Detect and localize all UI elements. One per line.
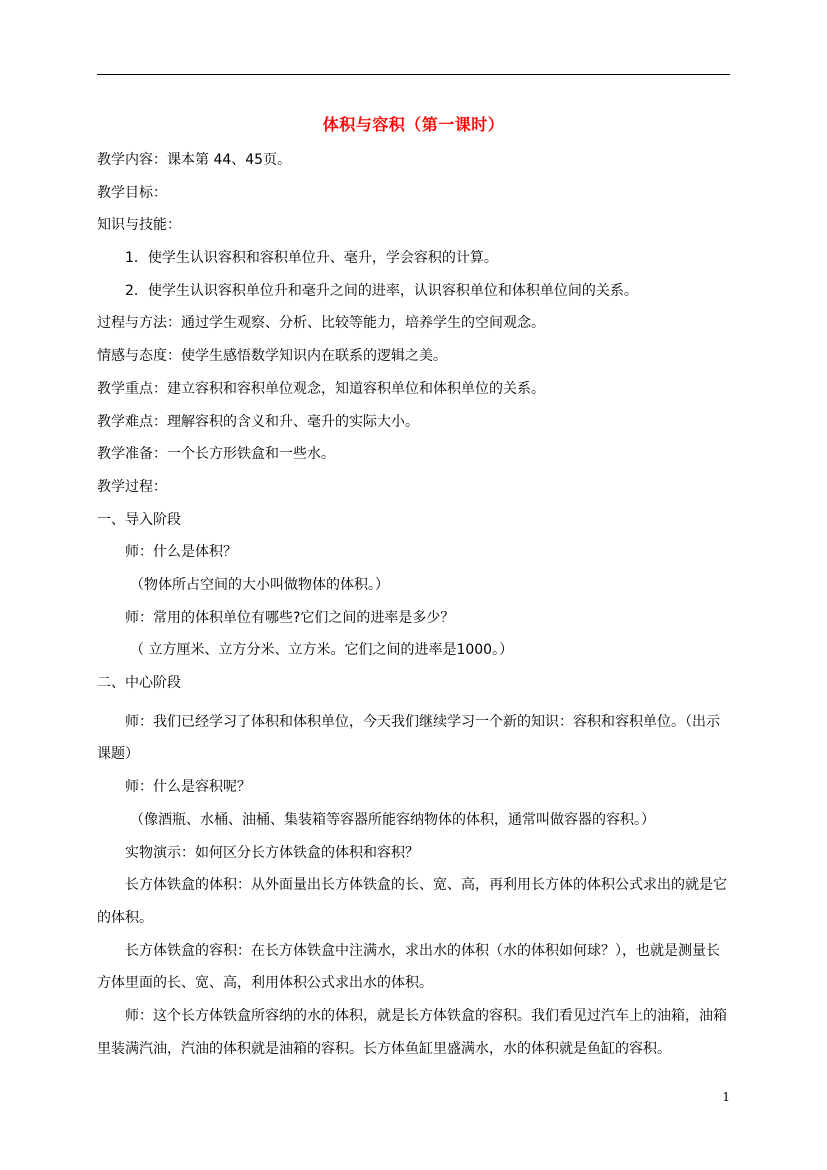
paragraph-intro: 师：我们已经学习了体积和体积单位，今天我们继续学习一个新的知识：容积和容积单位。（出示课题） (97, 713, 720, 763)
paragraph-demo: 实物演示：如何区分长方体铁盒的体积和容积？ (125, 844, 419, 861)
paragraph-answer-capacity: （像酒瓶、水桶、油桶、集装箱等容器所能容纳物体的体积，通常叫做容器的容积。） (130, 811, 655, 828)
line-emotion: 情感与态度：使学生感悟数学知识内在联系的逻辑之美。 (97, 348, 447, 365)
line-process: 教学过程： (97, 478, 167, 495)
line-question-units: 师：常用的体积单位有哪些?它们之间的进率是多少？ (125, 609, 455, 626)
section-heading-2: 二、中心阶段 (97, 675, 181, 691)
line-goal-2: 2．使学生认识容积单位升和毫升之间的进率，认识容积单位和体积单位间的关系。 (125, 282, 638, 299)
line-goals: 教学目标： (97, 184, 167, 201)
header-rule (97, 74, 730, 75)
paragraph-box-volume: 长方体铁盒的体积：从外面量出长方体铁盒的长、宽、高，再利用长方体的体积公式求出的就是它的体积。 (97, 877, 727, 926)
line-goal-1: 1．使学生认识容积和容积单位升、毫升，学会容积的计算。 (125, 250, 498, 267)
line-knowledge: 知识与技能： (97, 217, 181, 234)
line-answer-units: （ 立方厘米、立方分米、立方米。它们之间的进率是1000。） (130, 642, 514, 659)
line-preparation: 教学准备：一个长方形铁盒和一些水。 (97, 446, 335, 463)
document-body (97, 150, 730, 1065)
line-question-volume: 师：什么是体积？ (125, 544, 237, 561)
line-key-point: 教学重点：建立容积和容积单位观念，知道容积单位和体积单位的关系。 (97, 380, 545, 397)
paragraph-box-capacity: 长方体铁盒的容积：在长方体铁盒中注满水，求出水的体积（水的体积如何球？），也就是测量长方体里面的长、宽、高，利用体积公式求出水的体积。 (97, 942, 720, 992)
section-heading-1: 一、导入阶段 (97, 511, 181, 528)
page-number: 1 (722, 1090, 730, 1104)
paragraph-question-capacity: 师：什么是容积呢？ (125, 779, 251, 796)
paragraph-summary: 师：这个长方体铁盒所容纳的水的体积，就是长方体铁盒的容积。我们看见过汽车上的油箱，油箱里装满汽油，汽油的体积就是油箱的容积。长方体鱼缸里盛满水，水的体积就是鱼缸的容积。 (97, 1008, 727, 1057)
line-content: 教学内容：课本第 44、45页。 (97, 152, 292, 168)
line-process-method: 过程与方法：通过学生观察、分析、比较等能力，培养学生的空间观念。 (97, 315, 545, 332)
line-answer-volume: （物体所占空间的大小叫做物体的体积。） (130, 576, 389, 593)
document-title: 体积与容积（第一课时） (322, 115, 505, 134)
line-difficulty: 教学难点：理解容积的含义和升、毫升的实际大小。 (97, 413, 419, 430)
